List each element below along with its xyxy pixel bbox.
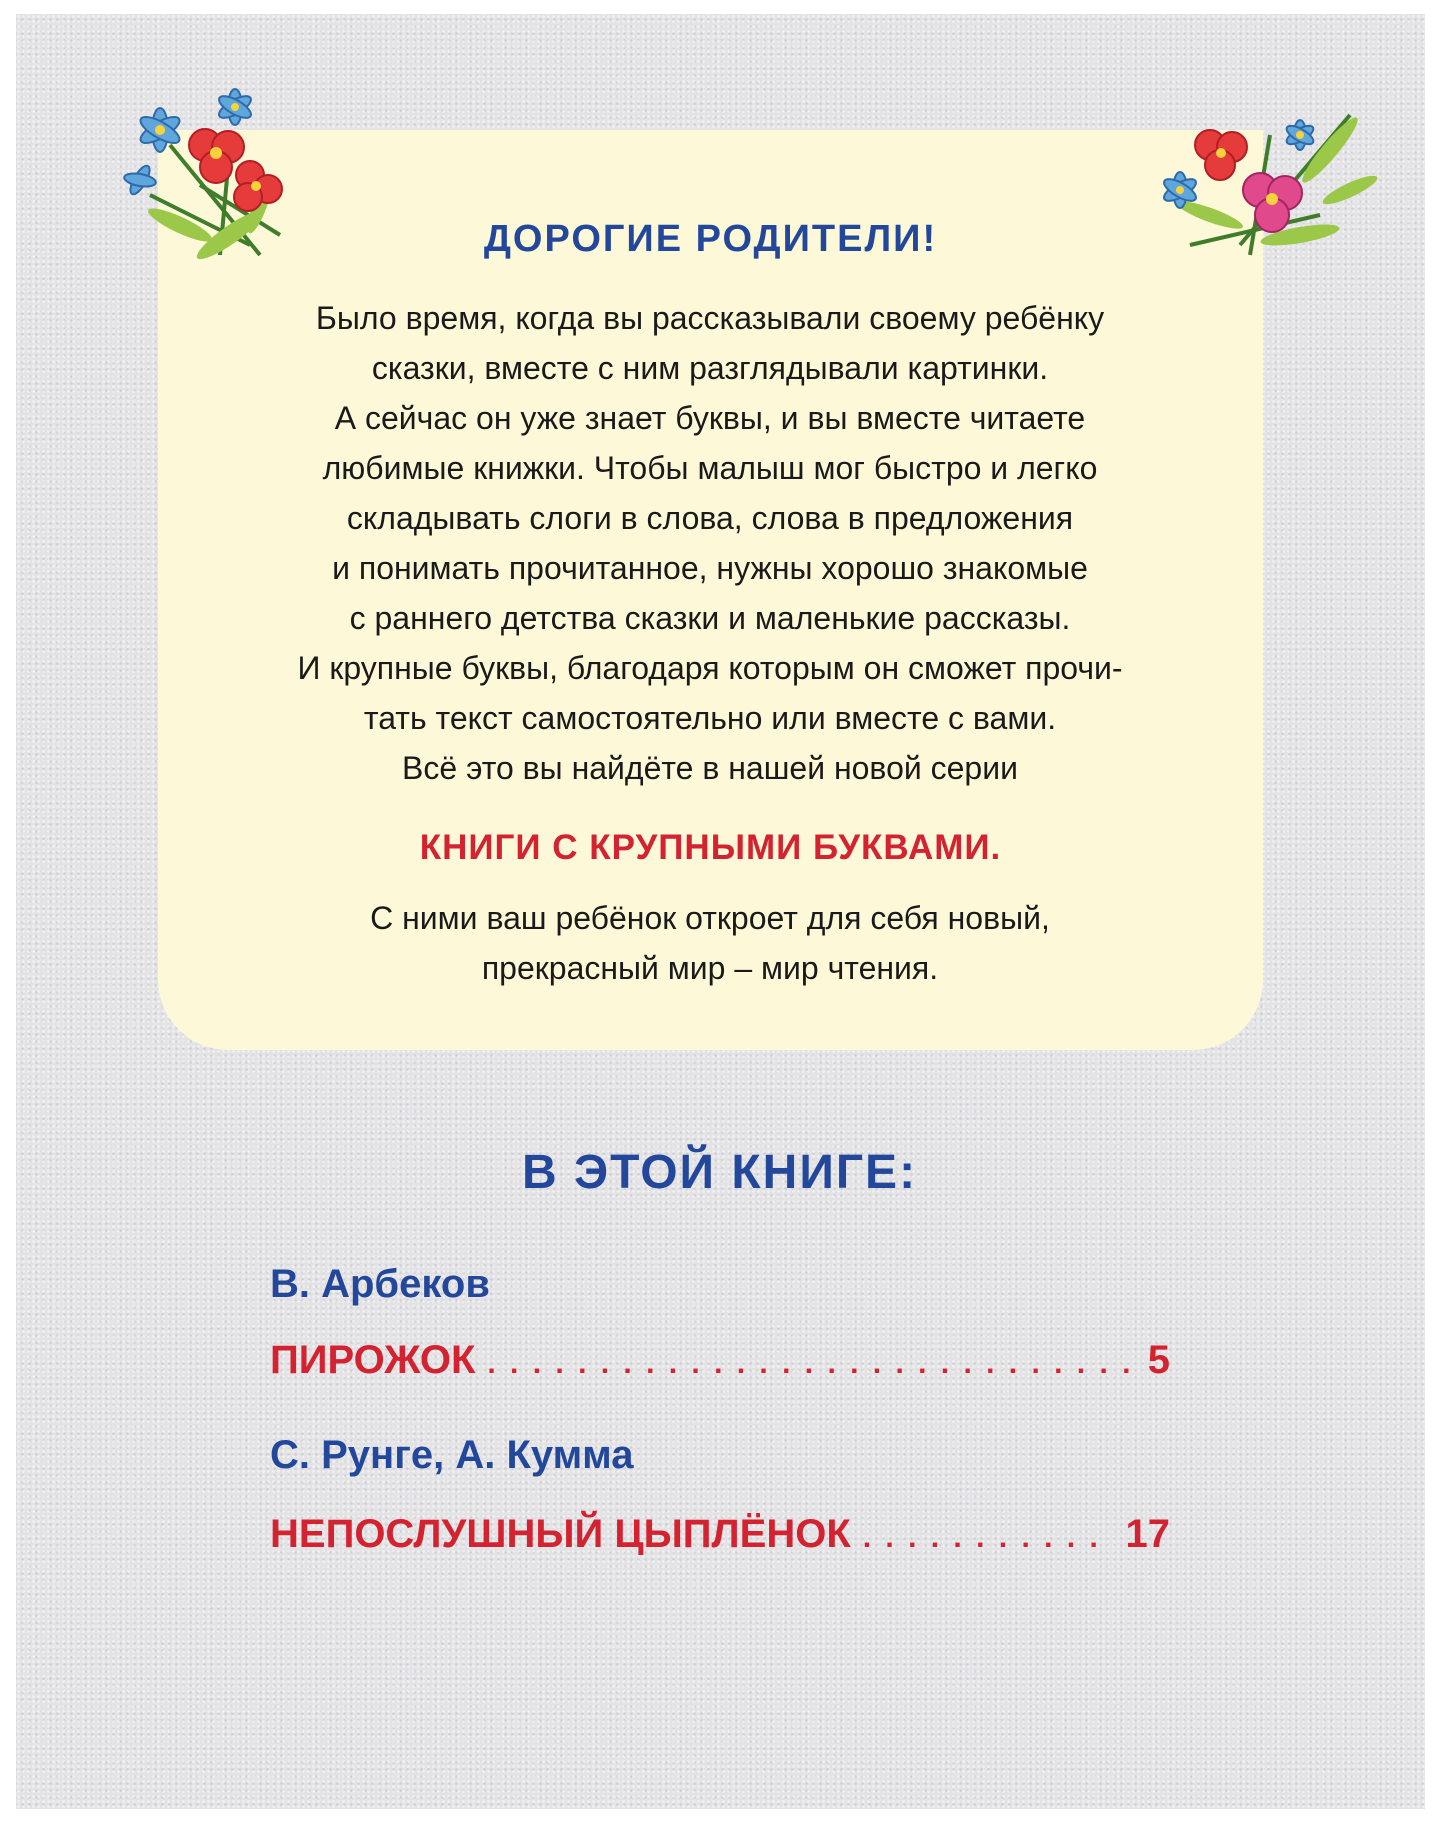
- intro-line: Было время, когда вы рассказывали своему ребёнку: [315, 300, 1105, 336]
- toc-author: С. Рунге, А. Кумма: [270, 1433, 634, 1477]
- contents-title: В ЭТОЙ КНИГЕ:: [521, 1146, 918, 1199]
- intro-line: с раннего детства сказки и маленькие рассказы.: [349, 600, 1071, 636]
- toc-entry[interactable]: [270, 1338, 1170, 1383]
- toc-entry-title: ПИРОЖОК: [270, 1338, 476, 1382]
- toc-entry[interactable]: [270, 1512, 1170, 1557]
- toc-author: В. Арбеков: [270, 1262, 490, 1306]
- toc-entry-title: НЕПОСЛУШНЫЙ ЦЫПЛЁНОК: [270, 1512, 851, 1556]
- series-name: КНИГИ С КРУПНЫМИ БУКВАМИ.: [419, 828, 1002, 867]
- intro-line: складывать слоги в слова, слова в предложения: [346, 500, 1074, 536]
- intro-line: Всё это вы найдёте в нашей новой серии: [402, 750, 1018, 786]
- intro-heading: ДОРОГИЕ РОДИТЕЛИ!: [483, 218, 938, 260]
- intro-line: И крупные буквы, благодаря которым он сможет прочи-: [297, 650, 1123, 686]
- intro-line: тать текст самостоятельно или вместе с вами.: [363, 700, 1057, 736]
- intro-line: сказки, вместе с ним разглядывали картинки.: [371, 350, 1049, 386]
- intro-line: любимые книжки. Чтобы малыш мог быстро и легко: [322, 450, 1098, 486]
- toc-entry-page: 17: [1125, 1512, 1170, 1556]
- intro-line: и понимать прочитанное, нужны хорошо знакомые: [332, 550, 1088, 586]
- intro-text: [180, 293, 1240, 793]
- toc-leader-dots: [863, 1521, 1114, 1555]
- closing-text: [180, 893, 1240, 993]
- closing-line: С ними ваш ребёнок откроет для себя новый,: [370, 900, 1050, 936]
- toc-leader-dots: [487, 1347, 1135, 1381]
- toc-entry-page: 5: [1147, 1338, 1170, 1382]
- closing-line: прекрасный мир – мир чтения.: [481, 950, 939, 986]
- intro-line: А сейчас он уже знает буквы, и вы вместе читаете: [334, 400, 1086, 436]
